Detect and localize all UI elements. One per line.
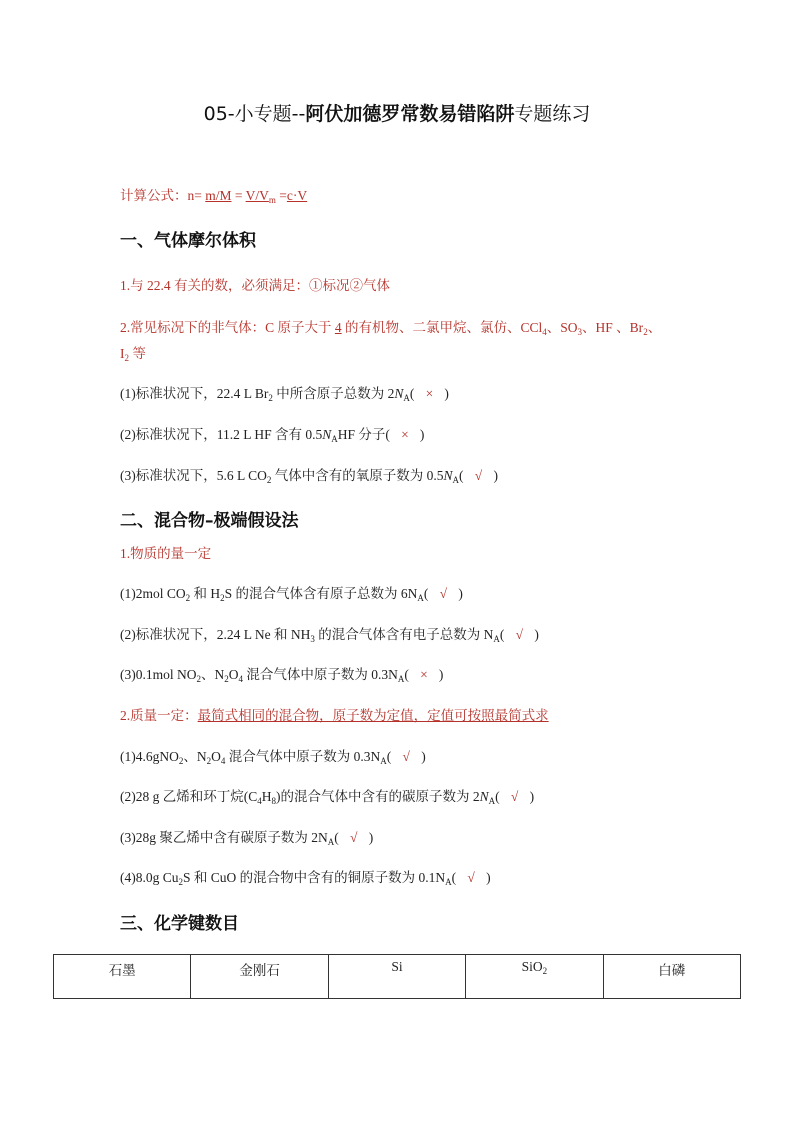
note-2: 2.常见标况下的非气体：C 原子大于 4 的有机物、二氯甲烷、氯仿、CCl$_4$、$SO_3$、HF 、$Br_2$、 bbox=[120, 320, 662, 337]
section-heading-3: 三、化学键数目 bbox=[120, 914, 239, 934]
question-2-5: (2)28 g 乙烯和环丁烷$(C_4H_8)$的混合气体中含有的碳原子数为 $2N_A$( √ ) bbox=[120, 789, 535, 806]
answer-mark: √ bbox=[350, 830, 358, 845]
question-2-1: (1)2mol $CO_2$ 和 $H_2S$ 的混合气体含有原子总数为 $6N_A$( √ ) bbox=[120, 586, 463, 603]
section-heading-1: 一、气体摩尔体积 bbox=[120, 231, 256, 251]
table-header-cell: SiO$_2$ bbox=[466, 955, 603, 999]
answer-mark: √ bbox=[402, 749, 410, 764]
note-1: 1.与 22.4 有关的数，必须满足：①标况②气体 bbox=[120, 278, 390, 293]
question-2-6: (3)28g 聚乙烯中含有碳原子数为 $2N_A$( √ ) bbox=[120, 830, 374, 847]
answer-mark: × bbox=[420, 667, 428, 682]
table-header-cell: 金刚石 bbox=[191, 955, 328, 999]
question-1-1: (1)标准状况下，22.4 L $Br_2$ 中所含原子总数为 $2N_A$( × ) bbox=[120, 386, 449, 403]
table-row bbox=[54, 955, 741, 999]
question-2-2: (2)标准状况下，2.24 L Ne 和 $NH_3$ 的混合气体含有电子总数为 $N_A$( √ ) bbox=[120, 627, 539, 644]
note-2-2: 2.质量一定：最简式相同的混合物，原子数为定值，定值可按照最简式求 bbox=[120, 708, 549, 723]
question-2-7: (4)8.0g $Cu_2S$ 和 CuO 的混合物中含有的铜原子数为 $0.1N_A$( √ ) bbox=[120, 870, 491, 887]
question-1-2: (2)标准状况下，11.2 L HF 含有 $0.5N_AHF$ 分子( × ) bbox=[120, 427, 425, 444]
answer-mark: √ bbox=[515, 627, 524, 642]
table-header-cell: Si bbox=[328, 955, 465, 999]
question-2-4: (1)4.6gNO$_2$、$N_2O_4$ 混合气体中原子数为 $0.3N_A$( √ ) bbox=[120, 749, 426, 766]
answer-mark: √ bbox=[467, 870, 475, 885]
table-header-cell: 白磷 bbox=[603, 955, 740, 999]
table-header-cell: 石墨 bbox=[54, 955, 191, 999]
answer-mark: × bbox=[425, 386, 434, 401]
formula-line: 计算公式：$n= m/M = V/V_m =c\cdot V$ bbox=[120, 188, 308, 205]
question-2-3: (3)0.1mol $NO_2$、$N_2O_4$ 混合气体中原子数为 $0.3N_A$( × ) bbox=[120, 667, 444, 684]
note-2-1: 1.物质的量一定 bbox=[120, 546, 212, 561]
question-1-3: (3)标准状况下，5.6 L $CO_2$ 气体中含有的氧原子数为 $0.5N_A$( √ ) bbox=[120, 468, 499, 485]
note-2-cont: $I_2$ 等 bbox=[120, 346, 146, 363]
answer-mark: × bbox=[401, 427, 409, 442]
section-heading-2: 二、混合物–极端假设法 bbox=[120, 511, 299, 531]
answer-mark: √ bbox=[510, 789, 519, 804]
bond-count-table bbox=[53, 954, 741, 999]
page-title: 05-小专题--阿伏加德罗常数易错陷阱专题练习 bbox=[203, 103, 591, 125]
answer-mark: √ bbox=[439, 586, 448, 601]
answer-mark: √ bbox=[474, 468, 483, 483]
